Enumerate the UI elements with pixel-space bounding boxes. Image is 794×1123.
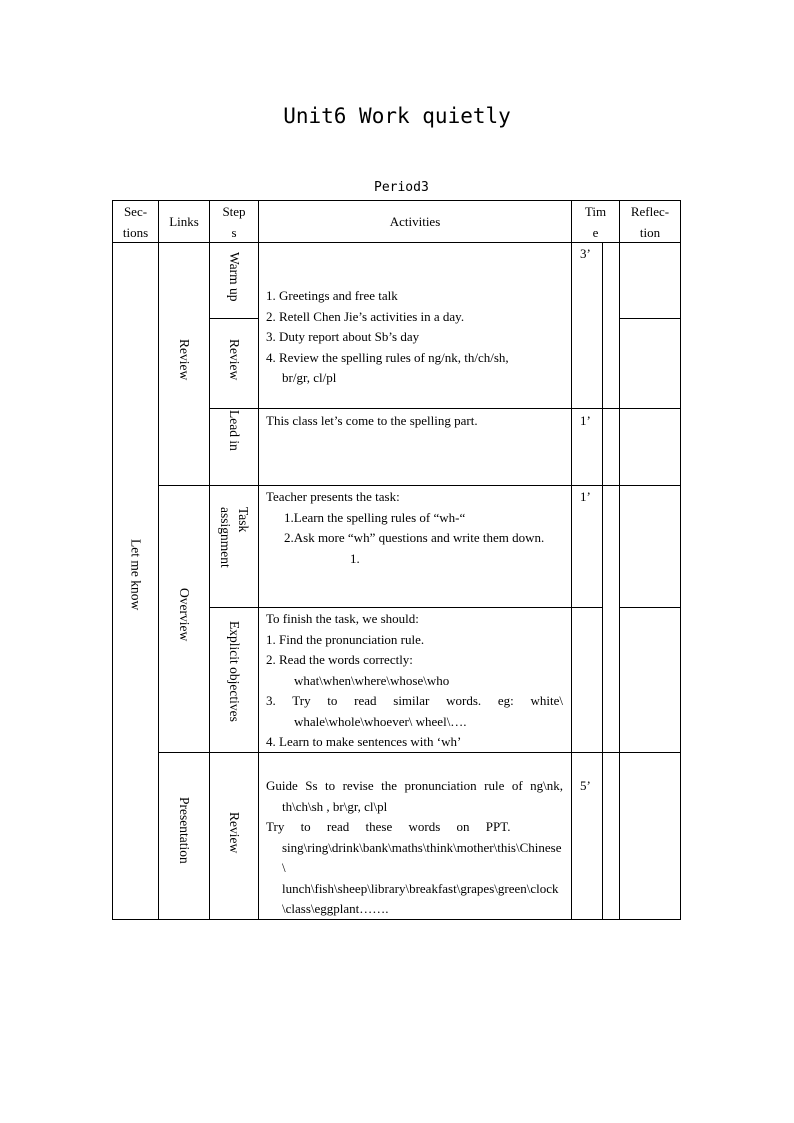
time-lead: 1’ [580, 413, 591, 428]
activity-task-line-2: 1.Learn the spelling rules of “wh-“ [284, 509, 466, 525]
step-review: Review [227, 339, 242, 381]
activity-warm-line-1: 1. Greetings and free talk [266, 288, 398, 303]
header-steps-line1: Step [222, 203, 246, 219]
header-activities-label: Activities [389, 214, 441, 229]
activity-task-line-3: 2.Ask more “wh” questions and write them down. [284, 530, 545, 545]
header-reflection [620, 201, 680, 242]
activity-obj-line-2: 1. Find the pronunciation rule. [266, 631, 425, 647]
row-divider-warmup-reflection [619, 318, 681, 319]
table-border-right [680, 200, 681, 920]
activity-obj-line-6: 4. Learn to make sentences with ‘wh’ [266, 734, 462, 749]
activity-presentation [259, 776, 571, 919]
section-let-me-know: Let me know [128, 539, 144, 611]
step-cell-warm-up [210, 243, 258, 318]
activity-objectives [259, 609, 571, 752]
header-steps [210, 201, 258, 242]
activity-task-line-4: 1. [350, 550, 360, 566]
step-lead-in: Lead in [227, 410, 242, 451]
activity-pres-line-2: Try to read these words on PPT. [266, 819, 511, 834]
header-time [572, 201, 619, 242]
header-reflection-line1: Reflec- [630, 203, 670, 219]
activity-warm-line-4: 4. Review the spelling rules of ng/nk, th/ch/sh, [266, 349, 509, 365]
step-cell-review [210, 319, 258, 408]
time-presentation: 5’ [580, 778, 591, 793]
step-cell-review-2 [210, 753, 258, 919]
row-divider-review-end [209, 408, 681, 409]
row-divider-task [209, 607, 603, 608]
activity-lead-in [259, 411, 571, 485]
header-steps-line2: s [231, 224, 237, 240]
activity-task-line-1: Teacher presents the task: [266, 489, 400, 504]
col-divider-time [619, 200, 620, 920]
step-task-line1: Task [236, 507, 251, 533]
link-cell-presentation [159, 753, 209, 919]
header-reflection-line2: tion [639, 224, 661, 240]
activity-obj-line-5: 3. Try to read similar words. eg: white\ whale\whole\whoever\ wheel\…. [266, 693, 563, 729]
header-activities [259, 201, 571, 242]
header-links-label: Links [169, 214, 199, 229]
activity-warm-line-5: br/gr, cl/pl [282, 370, 337, 385]
activity-task [259, 487, 571, 607]
col-divider-time-inner [602, 242, 603, 920]
step-cell-explicit-objectives [210, 608, 258, 752]
activity-warm-line-3: 3. Duty report about Sb’s day [266, 329, 420, 344]
link-cell-overview [159, 486, 209, 752]
link-overview: Overview [177, 588, 192, 642]
step-cell-lead-in [210, 409, 258, 485]
activity-pres-line-3: sing\ring\drink\bank\maths\think\mother\this\Chinese\ [282, 839, 562, 875]
step-task-line2: assignment [218, 507, 233, 568]
time-task: 1’ [580, 489, 591, 504]
header-sections [113, 201, 158, 242]
col-divider-activities [571, 200, 572, 920]
header-sections-line1: Sec- [123, 203, 148, 219]
row-divider-task-reflection [619, 607, 681, 608]
activity-obj-line-1: To finish the task, we should: [266, 611, 419, 626]
step-task-assignment [216, 507, 252, 607]
activity-pres-line-1: Guide Ss to revise the pronunciation rule of ng\nk, th\ch\sh , br\gr, cl\pl [266, 778, 563, 814]
activity-warm-line-2: 2. Retell Chen Jie’s activities in a day. [266, 308, 465, 324]
activity-warm-review [259, 286, 571, 406]
step-explicit-objectives: Explicit objectives [227, 621, 242, 722]
header-time-line1: Tim [584, 203, 607, 219]
header-sections-line2: tions [122, 224, 149, 240]
page-title: Unit6 Work quietly [283, 104, 511, 128]
step-review-2: Review [227, 812, 242, 854]
period-label: Period3 [374, 180, 429, 195]
activity-obj-line-4: what\when\where\whose\who [294, 672, 450, 688]
link-review: Review [177, 339, 192, 381]
header-links [159, 201, 209, 242]
step-cell-task-assignment [210, 486, 258, 607]
link-cell-review [159, 243, 209, 485]
header-time-line2: e [592, 224, 599, 240]
link-presentation: Presentation [177, 797, 192, 864]
step-warm-up: Warm up [227, 252, 242, 302]
activity-pres-line-4: lunch\fish\sheep\library\breakfast\grapes\green\clock\class\eggplant……. [282, 880, 559, 916]
activity-lead-line: This class let’s come to the spelling part. [266, 413, 478, 428]
section-cell [113, 243, 158, 919]
activity-obj-line-3: 2. Read the words correctly: [266, 652, 413, 667]
time-warm: 3’ [580, 246, 591, 261]
